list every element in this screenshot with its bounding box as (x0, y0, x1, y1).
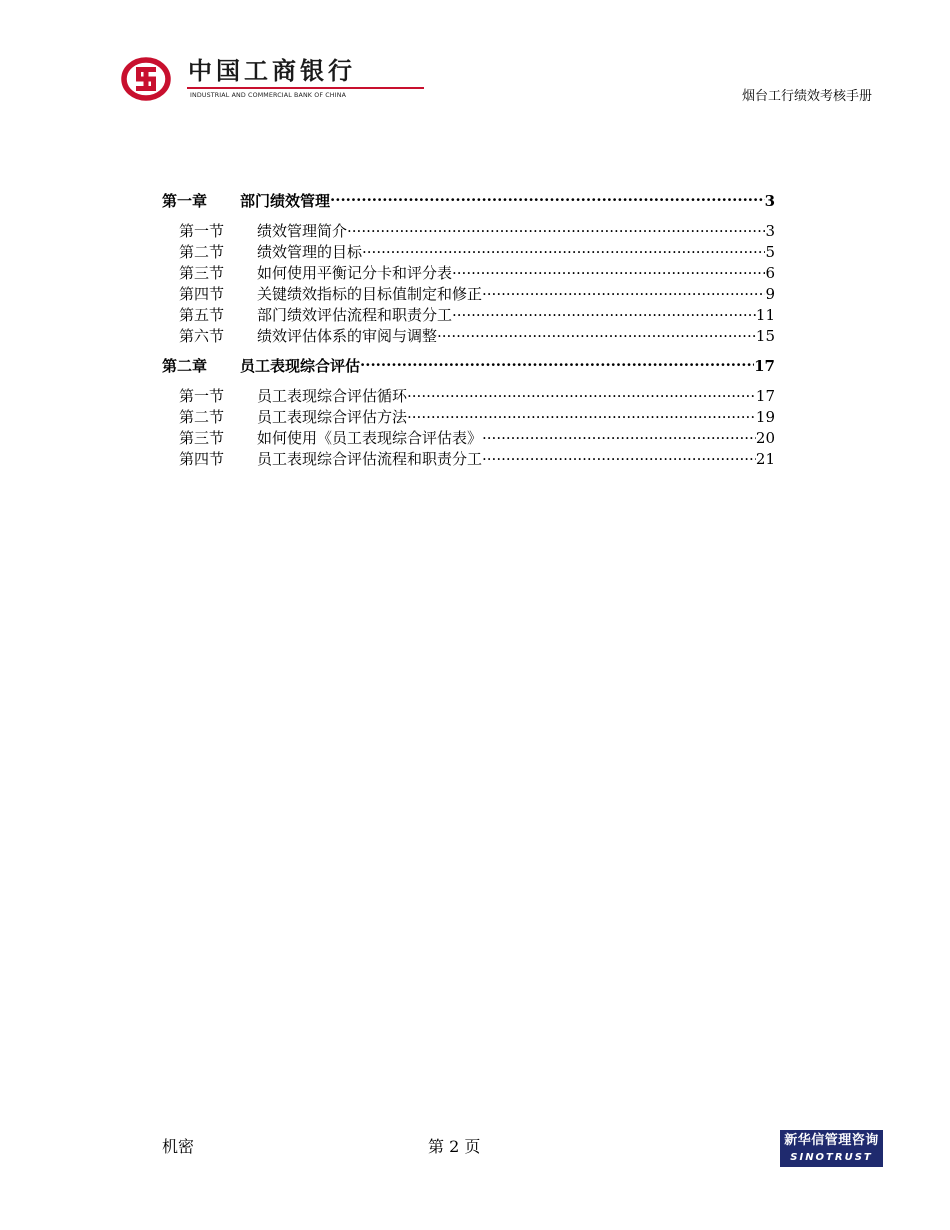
toc-section-page: 9 (765, 285, 775, 303)
toc-leader (482, 428, 756, 443)
toc-chapter-label: 第一章 (162, 192, 208, 210)
toc-section-label: 第一节 (179, 387, 225, 405)
toc-chapter-page: 3 (764, 192, 775, 210)
toc-section-label: 第六节 (179, 327, 225, 345)
toc-leader (407, 386, 756, 401)
toc-section-label: 第一节 (179, 222, 225, 240)
sinotrust-logo-en: SINOTRUST (790, 1152, 873, 1163)
toc-section-label: 第四节 (179, 285, 225, 303)
toc-section[interactable] (162, 242, 775, 263)
toc-section-label: 第三节 (179, 264, 225, 282)
toc-section-title: 如何使用平衡记分卡和评分表 (257, 264, 453, 282)
toc-leader (482, 449, 756, 464)
toc-section-page: 5 (765, 243, 775, 261)
toc-section-label: 第二节 (179, 243, 225, 261)
toc-section[interactable] (162, 407, 775, 428)
toc-chapter-label: 第二章 (162, 357, 208, 375)
toc-leader (452, 305, 756, 320)
toc-section-title: 员工表现综合评估方法 (257, 408, 408, 426)
toc-section-title: 如何使用《员工表现综合评估表》 (257, 429, 483, 447)
toc-section[interactable] (162, 221, 775, 242)
toc-section[interactable] (162, 449, 775, 470)
toc-section-page: 6 (765, 264, 775, 282)
toc-section-page: 19 (755, 408, 775, 426)
icbc-logo-icon (121, 57, 171, 101)
toc-leader (437, 326, 756, 341)
toc-leader (347, 221, 765, 236)
toc-section-page: 17 (755, 387, 775, 405)
bank-name-en: INDUSTRIAL AND COMMERCIAL BANK OF CHINA (190, 92, 347, 99)
toc-section-label: 第三节 (179, 429, 225, 447)
toc-section-title: 绩效评估体系的审阅与调整 (257, 327, 438, 345)
toc-leader (360, 356, 754, 371)
toc-section-page: 15 (755, 327, 775, 345)
page-number: 第 2 页 (428, 1137, 481, 1156)
toc-leader (407, 407, 756, 422)
toc-section-page: 20 (755, 429, 775, 447)
table-of-contents (162, 188, 775, 470)
toc-section-page: 3 (765, 222, 775, 240)
toc-chapter[interactable] (162, 355, 775, 378)
toc-section[interactable] (162, 305, 775, 326)
toc-section-title: 部门绩效评估流程和职责分工 (257, 306, 453, 324)
confidential-label: 机密 (162, 1137, 195, 1156)
toc-section[interactable] (162, 284, 775, 305)
toc-section-label: 第五节 (179, 306, 225, 324)
manual-title: 烟台工行绩效考核手册 (741, 89, 872, 104)
toc-section[interactable] (162, 263, 775, 284)
toc-section-title: 员工表现综合评估循环 (257, 387, 408, 405)
sinotrust-logo (780, 1130, 883, 1167)
logo-divider (187, 87, 424, 89)
toc-section[interactable] (162, 428, 775, 449)
toc-section-title: 关键绩效指标的目标值制定和修正 (257, 285, 483, 303)
toc-chapter-page: 17 (754, 357, 775, 375)
toc-section-title: 员工表现综合评估流程和职责分工 (257, 450, 483, 468)
toc-leader (330, 191, 765, 206)
toc-section-title: 绩效管理简介 (257, 222, 348, 240)
toc-section-label: 第四节 (179, 450, 225, 468)
toc-section-page: 11 (755, 306, 775, 324)
toc-section[interactable] (162, 326, 775, 347)
bank-name-cn: 中国工商银行 (188, 57, 356, 85)
page-header (0, 0, 950, 120)
toc-leader (452, 263, 765, 278)
toc-section-label: 第二节 (179, 408, 225, 426)
toc-chapter-title: 员工表现综合评估 (240, 357, 361, 375)
toc-section-page: 21 (755, 450, 775, 468)
toc-chapter[interactable] (162, 190, 775, 213)
toc-section[interactable] (162, 386, 775, 407)
toc-section-title: 绩效管理的目标 (257, 243, 363, 261)
toc-chapter-title: 部门绩效管理 (240, 192, 331, 210)
toc-leader (362, 242, 765, 257)
sinotrust-logo-cn: 新华信管理咨询 (784, 1133, 879, 1148)
toc-leader (482, 284, 765, 299)
